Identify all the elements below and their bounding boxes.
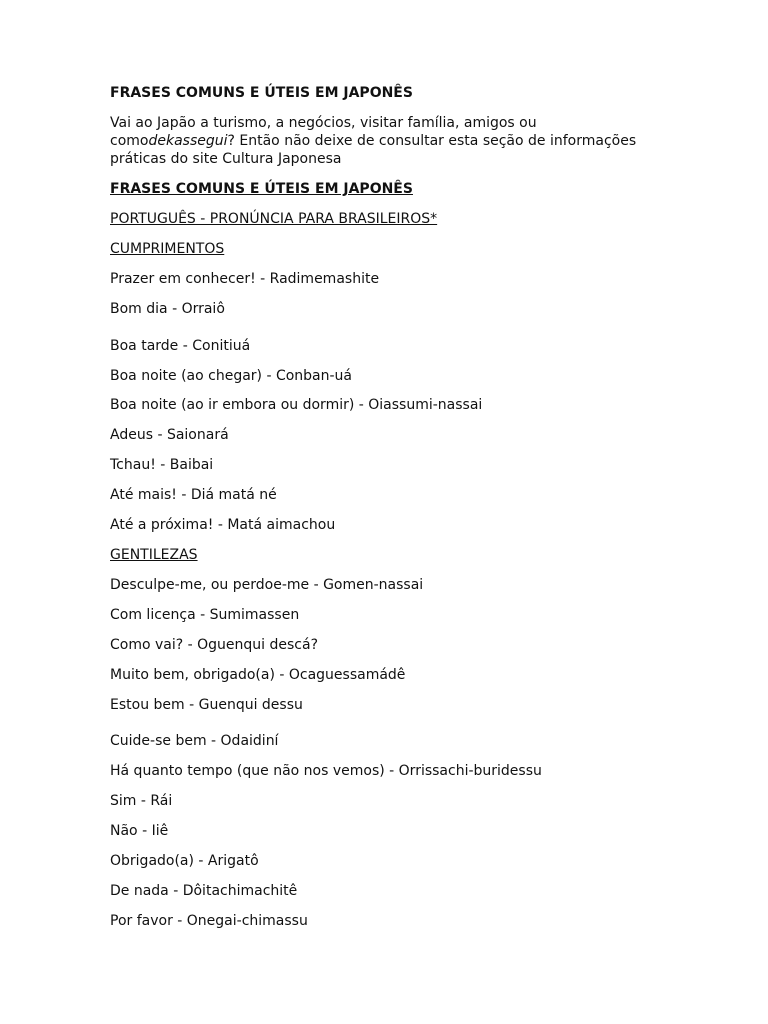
phrase-courtesy: Cuide-se bem - Odaidiní [110,733,279,749]
section-heading-greetings: CUMPRIMENTOS [110,241,225,257]
phrase-greeting: Tchau! - Baibai [110,457,214,473]
section-subtitle: FRASES COMUNS E ÚTEIS EM JAPONÊS [110,181,413,197]
phrase-courtesy: Há quanto tempo (que não nos vemos) - Orrissachi-buridessu [110,763,542,779]
intro-line-3: práticas do site Cultura Japonesa [110,151,342,167]
phrase-courtesy: Com licença - Sumimassen [110,607,300,623]
intro-line-2 [110,132,670,150]
phrase-courtesy: De nada - Dôitachimachitê [110,883,298,899]
phrase-courtesy: Desculpe-me, ou perdoe-me - Gomen-nassai [110,577,424,593]
phrase-greeting: Até a próxima! - Matá aimachou [110,517,336,533]
intro-paragraph [110,114,670,168]
phrase-greeting: Boa noite (ao ir embora ou dormir) - Oiassumi-nassai [110,397,483,413]
intro-line-1: Vai ao Japão a turismo, a negócios, visitar família, amigos ou [110,115,537,131]
phrase-greeting: Até mais! - Diá matá né [110,487,277,503]
phrase-courtesy: Obrigado(a) - Arigatô [110,853,259,869]
phrase-courtesy: Sim - Rái [110,793,173,809]
page-title: FRASES COMUNS E ÚTEIS EM JAPONÊS [110,85,413,101]
phrase-courtesy: Não - Iiê [110,823,169,839]
phrase-greeting: Boa tarde - Conitiuá [110,338,251,354]
phrase-greeting: Prazer em conhecer! - Radimemashite [110,271,380,287]
phrase-greeting: Adeus - Saionará [110,427,229,443]
phrase-courtesy: Por favor - Onegai-chimassu [110,913,308,929]
phrase-greeting: Boa noite (ao chegar) - Conban-uá [110,368,353,384]
intro-line-2-pre: como [110,133,149,149]
column-header: PORTUGUÊS - PRONÚNCIA PARA BRASILEIROS* [110,211,438,227]
phrase-courtesy: Como vai? - Oguenqui descá? [110,637,318,653]
intro-line-2-post: ? Então não deixe de consultar esta seção de informações [227,133,637,149]
section-heading-courtesy: GENTILEZAS [110,547,198,563]
phrase-greeting: Bom dia - Orraiô [110,301,225,317]
phrase-courtesy: Muito bem, obrigado(a) - Ocaguessamádê [110,667,406,683]
intro-line-2-emphasis: dekassegui [148,133,228,149]
phrase-courtesy: Estou bem - Guenqui dessu [110,697,303,713]
